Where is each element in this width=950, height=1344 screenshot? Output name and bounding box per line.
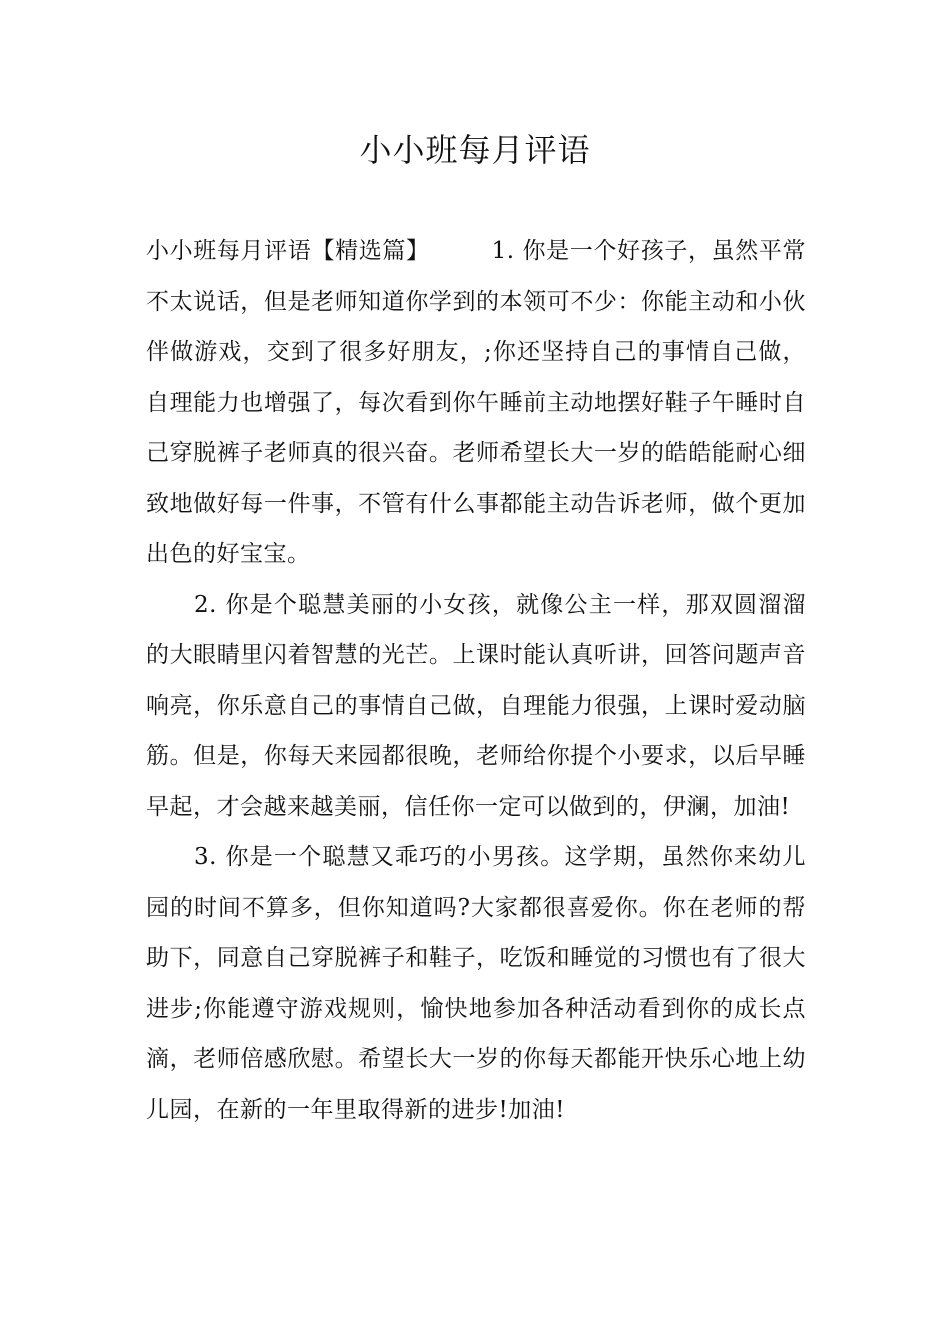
paragraph-1-text: 1. 你是一个好孩子，虽然平常不太说话，但是老师知道你学到的本领可不少：你能主动和小伙伴做游戏，交到了很多好朋友，;你还坚持自己的事情自己做，自理能力也增强了，每次看到你午睡前主动地摆好鞋子午睡时自己穿脱裤子老师真的很兴奋。老师希望长大一岁的皓皓能耐心细致地做好每一件事，不管有什么事都能主动告诉老师，做个更加出色的好宝宝。 — [146, 238, 806, 567]
paragraph-3: 3. 你是一个聪慧又乖巧的小男孩。这学期，虽然你来幼儿园的时间不算多，但你知道吗?大家都很喜爱你。你在老师的帮助下，同意自己穿脱裤子和鞋子，吃饭和睡觉的习惯也有了很大进步;你能遵守游戏规则，愉快地参加各种活动看到你的成长点滴，老师倍感欣慰。希望长大一岁的你每天都能开快乐心地上幼儿园，在新的一年里取得新的进步!加油! — [146, 844, 806, 1123]
paragraph-1-lead: 小小班每月评语【精选篇】 — [146, 238, 430, 264]
document-body — [146, 226, 806, 1135]
document-title: 小小班每月评语 — [359, 131, 591, 169]
paragraph-2: 2. 你是个聪慧美丽的小女孩，就像公主一样，那双圆溜溜的大眼睛里闪着智慧的光芒。上课时能认真听讲，回答问题声音响亮，你乐意自己的事情自己做，自理能力很强，上课时爱动脑筋。但是，你每天来园都很晚，老师给你提个小要求，以后早睡早起，才会越来越美丽，信任你一定可以做到的，伊澜，加油! — [146, 591, 806, 820]
paragraph-1 — [146, 226, 806, 580]
